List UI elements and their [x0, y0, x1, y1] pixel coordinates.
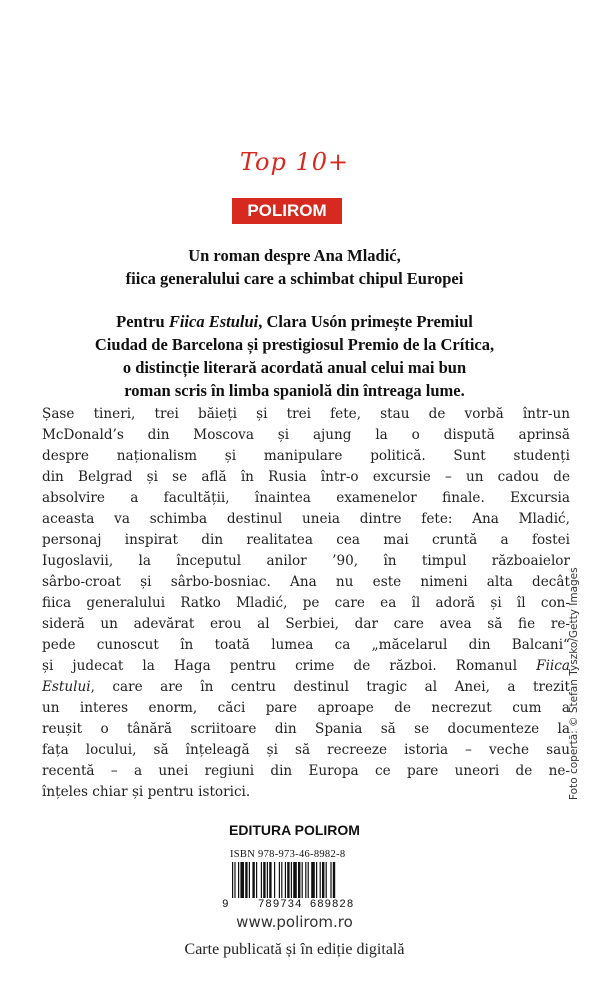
blurb-line: absolvire a facultății, înaintea examenelor finale. Excursia	[42, 490, 570, 506]
blurb-paragraph	[42, 404, 570, 803]
award-line: roman scris în limba spaniolă din întreaga lume.	[124, 381, 465, 400]
website-url: www.polirom.ro	[236, 913, 353, 931]
blurb-line: Șase tineri, trei băieți și trei fete, stau de vorbă într-un	[42, 406, 570, 422]
blurb-line: fața locului, să înțeleagă și să recreeze istoria – veche sau	[42, 742, 570, 758]
barcode-digits	[222, 898, 382, 912]
tagline-line: Un roman despre Ana Mladić,	[188, 246, 401, 265]
tagline-line: fiica generalului care a schimbat chipul Europei	[125, 269, 464, 288]
blurb-line: aceasta va schimba destinul uneia dintre fete: Ana Mladić,	[42, 511, 570, 527]
barcode-first-digit: 9	[222, 899, 229, 911]
book-title: Estului	[42, 679, 91, 695]
blurb-line: sârbo-croat și sârbo-bosniac. Ana nu este nimeni alta decât	[42, 574, 570, 590]
photo-credit: Foto copertă: © Stefan Tyszko/Getty Images	[568, 567, 580, 800]
blurb-line: Iugoslavii, la începutul anilor ’90, în timpul războaielor	[42, 553, 570, 569]
book-title: Fiica Estului	[168, 312, 259, 331]
award-line: o distincție literară acordată anual celui mai bun	[122, 358, 467, 377]
blurb-line: pede cunoscut în toată lumea ca „măcelarul din Balcani“	[42, 637, 570, 653]
award-line: Ciudad de Barcelona și prestigiosul Premio de la Crítica,	[94, 335, 495, 354]
award-paragraph	[40, 310, 549, 402]
blurb-line: sideră un adevărat erou al Serbiei, dar care avea să fie re-	[42, 616, 570, 632]
blurb-line	[42, 677, 570, 698]
brand-label: POLIROM	[247, 201, 327, 220]
blurb-text: și judecat la Haga pentru crime de război. Romanul	[42, 658, 518, 674]
blurb-line: McDonald’s din Moscova și ajung la o dispută aprinsă	[42, 427, 570, 443]
blurb-line: personaj inspirat din realitatea cea mai cruntă a fostei	[42, 532, 570, 548]
award-text: Pentru	[116, 312, 169, 331]
isbn-number: ISBN 978-973-46-8982-8	[230, 849, 346, 860]
blurb-line: un interes enorm, căci pare aproape de necrezut cum a	[42, 700, 570, 716]
blurb-line: reușit o tânără scriitoare din Spania să se documenteze la	[42, 721, 570, 737]
blurb-line: despre naționalism și manipulare politică. Sunt studenți	[42, 448, 570, 464]
blurb-line: fiica generalului Ratko Mladić, pe care ea îl adoră și îl con-	[42, 595, 570, 611]
barcode-number: 789734 689828	[232, 898, 380, 912]
blurb-line	[42, 656, 570, 677]
digital-edition-note: Carte publicată și în ediție digitală	[184, 941, 405, 958]
award-line	[40, 310, 549, 333]
brand-logo	[232, 198, 342, 224]
blurb-line: recentă – a unei regiuni din Europa ce pare uneori de ne-	[42, 763, 570, 779]
publisher-name: EDITURA POLIROM	[229, 822, 360, 838]
book-title: Fiica	[536, 658, 570, 674]
blurb-text: , care are în centru destinul tragic al Anei, a trezit	[90, 679, 570, 695]
blurb-line: înțeles chiar și pentru istorici.	[42, 784, 251, 800]
series-logo: Top 10+	[239, 148, 350, 176]
tagline	[40, 244, 549, 290]
blurb-line: din Belgrad și se află în Rusia într-o excursie – un cadou de	[42, 469, 570, 485]
award-text: , Clara Usón primește Premiul	[258, 312, 473, 331]
